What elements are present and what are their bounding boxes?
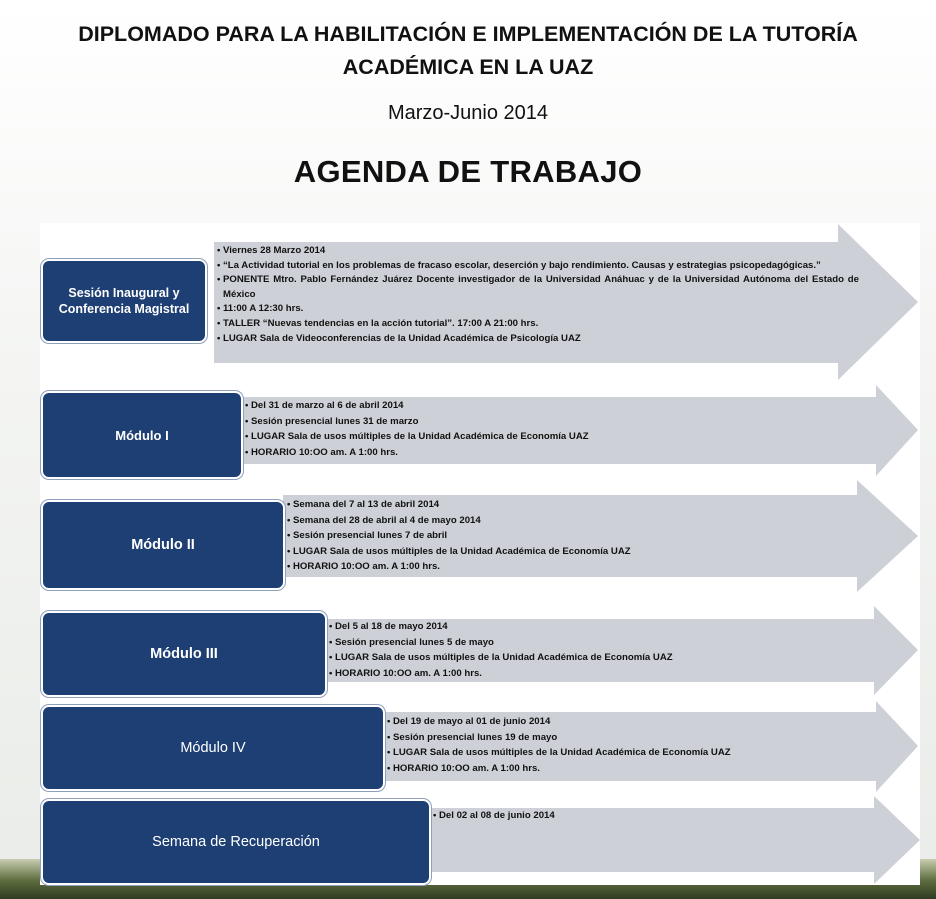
agenda-heading: AGENDA DE TRABAJO [293, 154, 643, 189]
detail-item: • LUGAR Sala de usos múltiples de la Unidad Académica de Economía UAZ [287, 545, 631, 557]
detail-item: • HORARIO 10:OO am. A 1:00 hrs. [287, 561, 440, 573]
detail-item: • LUGAR Sala de usos múltiples de la Unidad Académica de Economía UAZ [329, 652, 673, 664]
detail-item: • HORARIO 10:OO am. A 1:00 hrs. [387, 762, 540, 774]
session-details [217, 244, 859, 346]
session-label: Módulo III [41, 611, 327, 697]
session-details [245, 398, 845, 460]
session-label: Sesión Inaugural y Conferencia Magistral [41, 259, 207, 343]
session-details [387, 714, 867, 776]
date-range: Marzo-Junio 2014 [387, 102, 549, 124]
detail-item: • Sesión presencial lunes 7 de abril [287, 530, 448, 542]
detail-item: • 11:00 A 12:30 hrs. [217, 303, 304, 315]
detail-item: • PONENTE Mtro. Pablo Fernández Juárez Docente investigador de la Universidad Anáhuac y de la Universidad Autónoma del Estado de México [217, 274, 859, 300]
session-label: Módulo II [41, 500, 285, 590]
detail-item: • LUGAR Sala de usos múltiples de la Unidad Académica de Economía UAZ [245, 431, 589, 442]
session-details [329, 619, 849, 681]
session-label: Semana de Recuperación [41, 799, 431, 885]
detail-item: • TALLER “Nuevas tendencias en la acción tutorial”. 17:00 A 21:00 hrs. [217, 317, 539, 329]
session-details [287, 497, 847, 575]
detail-item: • Viernes 28 Marzo 2014 [217, 245, 326, 256]
detail-item: • HORARIO 10:OO am. A 1:00 hrs. [329, 667, 482, 679]
title-line-1: DIPLOMADO PARA LA HABILITACIÓN E IMPLEMENTACIÓN DE LA TUTORÍA [78, 22, 858, 46]
detail-item: • Del 02 al 08 de junio 2014 [433, 810, 555, 821]
detail-item: • Del 31 de marzo al 6 de abril 2014 [245, 400, 404, 411]
session-label: Módulo I [41, 391, 243, 479]
detail-item: • Sesión presencial lunes 19 de mayo [387, 731, 558, 743]
detail-item: • “La Actividad tutorial en los problemas de fracaso escolar, deserción y bajo rendimiento. Causas y estrategias psicopedagógicas.” [217, 259, 821, 271]
detail-item: • Del 5 al 18 de mayo 2014 [329, 621, 448, 632]
session-details [433, 809, 853, 824]
detail-item: • LUGAR Sala de usos múltiples de la Unidad Académica de Economía UAZ [387, 747, 731, 759]
detail-item: • Sesión presencial lunes 5 de mayo [329, 636, 494, 648]
detail-item: • Del 19 de mayo al 01 de junio 2014 [387, 716, 551, 727]
detail-item: • LUGAR Sala de Videoconferencias de la Unidad Académica de Psicología UAZ [217, 332, 581, 344]
title-line-2: ACADÉMICA EN LA UAZ [342, 55, 594, 79]
agenda-panel [40, 223, 920, 885]
detail-item: • Sesión presencial lunes 31 de marzo [245, 415, 419, 427]
detail-item: • Semana del 7 al 13 de abril 2014 [287, 499, 440, 510]
document-title [0, 18, 936, 84]
detail-item: • Semana del 28 de abril al 4 de mayo 2014 [287, 514, 481, 526]
session-label: Módulo IV [41, 705, 385, 791]
detail-item: • HORARIO 10:OO am. A 1:00 hrs. [245, 446, 398, 458]
